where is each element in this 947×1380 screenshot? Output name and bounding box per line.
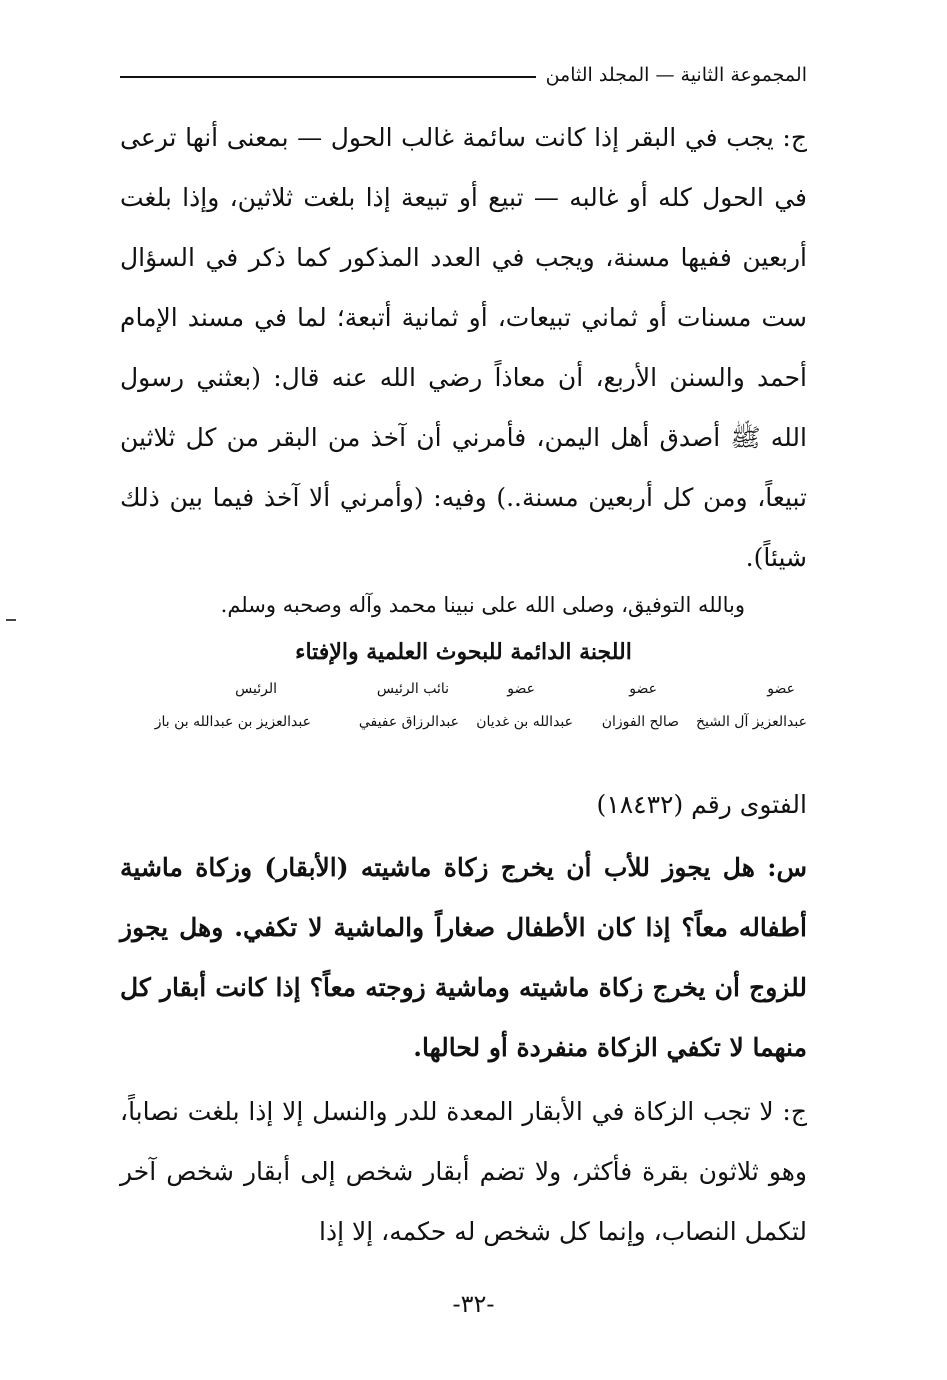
closing-line: وبالله التوفيق، وصلى الله على نبينا محمد وآله وصحبه وسلم.	[220, 593, 745, 617]
member-role: الرئيس	[235, 681, 277, 697]
question-text: س: هل يجوز للأب أن يخرج زكاة ماشيته (الأبقار) وزكاة ماشية أطفاله معاً؟ إذا كان الأطفال صغاراً والماشية لا تكفي. وهل يجوز للزوج أن يخرج زكاة ماشيته وماشية زوجته معاً؟ إذا كانت أبقار كل منهما لا تكفي الزكاة منفردة أو لحالها.	[120, 853, 807, 1062]
fatwa-number: الفتوى رقم (١٨٤٣٢)	[596, 790, 807, 819]
answer-paragraph-1	[120, 108, 807, 588]
member-role: عضو	[629, 681, 657, 697]
member-name: عبدالرزاق عفيفي	[358, 714, 459, 730]
committee-title: اللجنة الدائمة للبحوث العلمية والإفتاء	[295, 639, 632, 665]
member-name: عبدالعزيز آل الشيخ	[695, 714, 807, 730]
member-role: نائب الرئيس	[376, 681, 449, 697]
member-role: عضو	[767, 681, 795, 697]
header-rule	[120, 76, 536, 78]
member-name: صالح الفوزان	[601, 714, 679, 730]
member-role: عضو	[507, 681, 535, 697]
member-name: عبدالعزيز بن عبدالله بن باز	[154, 714, 311, 730]
running-title: المجموعة الثانية — المجلد الثامن	[545, 64, 807, 86]
answer-paragraph-2	[120, 1082, 807, 1262]
answer-1-text: ج: يجب في البقر إذا كانت سائمة غالب الحول — بمعنى أنها ترعى في الحول كله أو غالبه — تبيع أو تبيعة إذا بلغت ثلاثين، وإذا بلغت أربعين ففيها مسنة، ويجب في العدد المذكور كما ذكر في السؤال ست مسنات أو ثماني تبيعات، أو ثمانية أتبعة؛ لما في مسند الإمام أحمد والسنن الأربع، أن معاذاً رضي الله عنه قال: (بعثني رسول الله ﷺ أصدق أهل اليمن، فأمرني أن آخذ من البقر من كل ثلاثين تبيعاً، ومن كل أربعين مسنة..) وفيه: (وأمرني ألا آخذ فيما بين ذلك شيئاً).	[120, 123, 807, 572]
running-header	[120, 58, 807, 92]
question-paragraph	[120, 838, 807, 1078]
page-number: -٣٢-	[452, 1290, 495, 1318]
margin-mark	[6, 619, 16, 621]
committee-roles-row	[120, 681, 807, 705]
committee-names-row	[120, 714, 807, 738]
member-name: عبدالله بن غديان	[476, 714, 573, 730]
answer-2-text: ج: لا تجب الزكاة في الأبقار المعدة للدر والنسل إلا إذا بلغت نصاباً، وهو ثلاثون بقرة فأكثر، ولا تضم أبقار شخص إلى أبقار شخص آخر لتكمل النصاب، وإنما كل شخص له حكمه، إلا إذا	[120, 1097, 807, 1246]
